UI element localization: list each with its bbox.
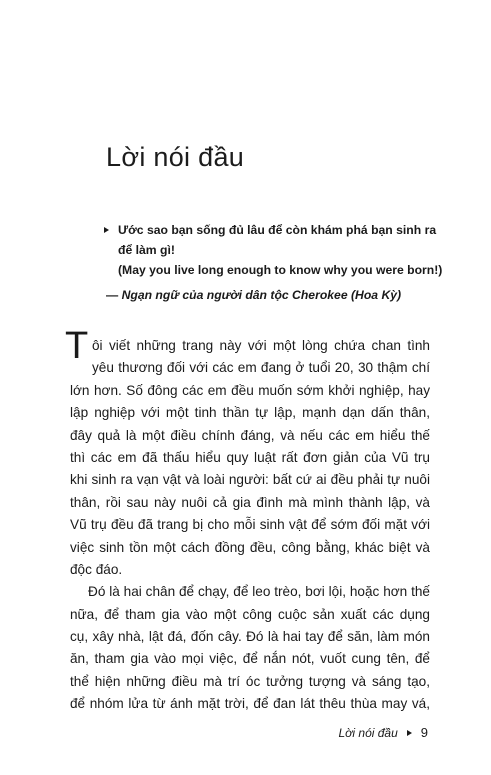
epigraph-line: (May you live long enough to know why you were born!): [118, 263, 443, 277]
triangle-separator-icon: [407, 730, 412, 736]
text-line: yêu thương đối với các em đang ở tuổi 20, 30 thậm chí: [92, 360, 430, 376]
bullet-triangle-icon: [104, 227, 109, 233]
text-line: lập nghiệp với một tinh thần tự lập, mạnh dạn dấn thân,: [70, 405, 430, 421]
paragraph-1-cont: [70, 380, 430, 582]
drop-cap: T: [65, 325, 89, 367]
epigraph-attribution: [106, 288, 401, 302]
page-footer: [338, 725, 428, 740]
page-number: 9: [420, 725, 428, 740]
text-line: độc đáo.: [70, 561, 123, 577]
attribution-source: Ngạn ngữ của người dân tộc Cherokee (Hoa Kỳ): [121, 288, 402, 302]
attribution-dash: —: [106, 288, 122, 302]
text-line: Vũ trụ đều đã trang bị cho mỗi sinh vật để sớm đối mặt với: [70, 517, 430, 533]
text-line: việc sinh tồn một cách đồng đều, công bằng, khác biệt và: [70, 539, 430, 555]
text-line: lớn hơn. Số đông các em đều muốn sớm khởi nghiệp, hay: [70, 382, 430, 398]
text-line: đây quả là một điều chính đáng, và nếu các em hiểu thế: [70, 427, 430, 443]
text-line: nữa, để tham gia vào một công cuộc sản xuất các dụng: [70, 606, 430, 622]
text-line: để nhóm lửa từ ánh mặt trời, để đan lát thêu thùa may vá,: [70, 696, 430, 712]
body-text: [70, 335, 430, 716]
text-line: Đó là hai chân để chạy, để leo trèo, bơi lội, hoặc hơn thế: [88, 584, 430, 600]
epigraph-line: Ước sao bạn sống đủ lâu để còn khám phá bạn sinh ra: [118, 223, 437, 237]
paragraph-1: [70, 335, 430, 380]
text-line: thân, rồi sau này nuôi cả gia đình mà mình thành lập, và: [70, 494, 430, 510]
running-title: Lời nói đầu: [338, 725, 398, 740]
text-line: khi sinh ra vạn vật và loài người: bất cứ ai đều phải tự nuôi: [70, 472, 430, 488]
text-line: ôi viết những trang này với một lòng chứa chan tình: [92, 338, 430, 353]
text-line: thể hiện những điều mà trí óc tưởng tượng và sáng tạo,: [70, 673, 430, 689]
chapter-title: Lời nói đầu: [106, 142, 245, 172]
epigraph: [106, 220, 443, 280]
text-line: ăn, tham gia vào mọi việc, để nắn nót, vuốt cung tên, để: [70, 651, 430, 667]
epigraph-line: để làm gì!: [118, 243, 175, 257]
text-line: cụ, xây nhà, lật đá, đốn cây. Đó là hai tay để săn, làm món: [70, 629, 430, 645]
paragraph-2: [70, 581, 430, 715]
text-line: thì các em đã thấu hiểu quy luật rất đơn giản của Vũ trụ: [70, 449, 430, 465]
